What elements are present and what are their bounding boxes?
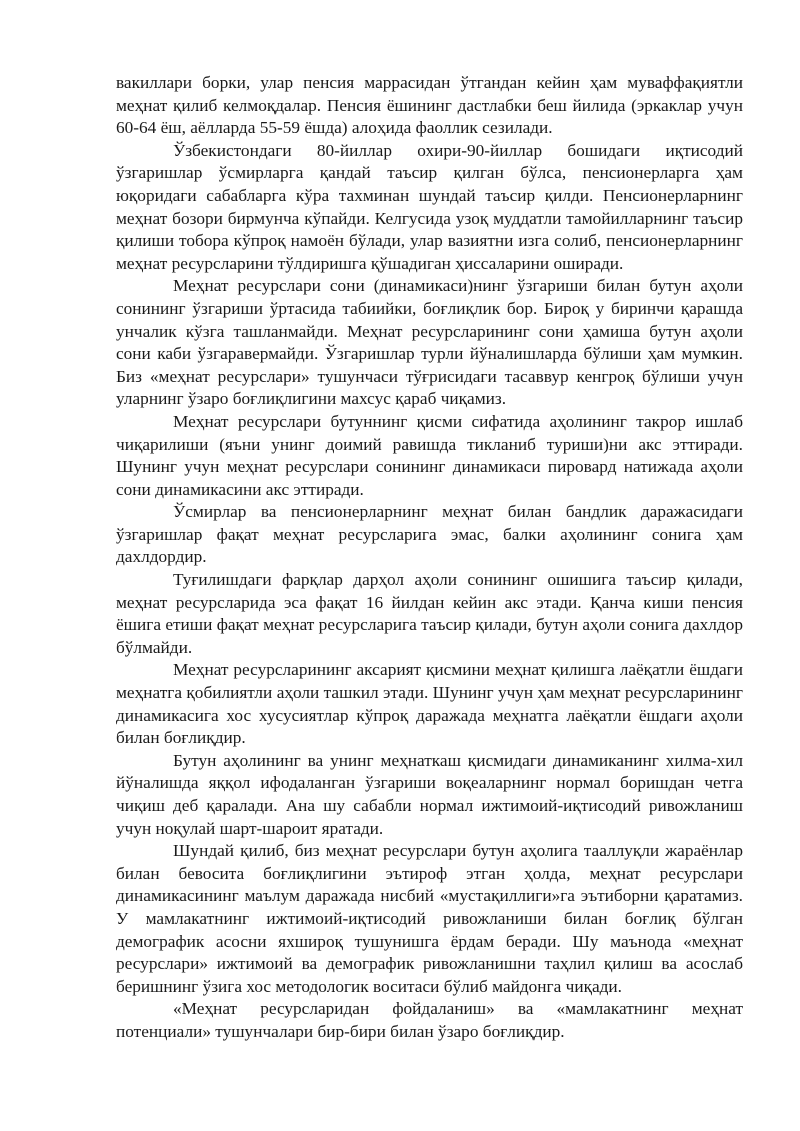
paragraph: Меҳнат ресурслари бутуннинг қисми сифатида аҳолининг такрор ишлаб чиқарилиши (яъни унинг доимий равишда тикланиб туриши)ни акс эттиради. Шунинг учун меҳнат ресурслари сонининг динамикаси пировард натижада аҳоли сони динамикасини акс эттиради. [116, 411, 743, 499]
paragraph-continuation: вакиллари борки, улар пенсия маррасидан ўтгандан кейин ҳам муваффақиятли меҳнат қилиб келмоқдалар. Пенсия ёшининг дастлабки беш йилида (эркаклар учун 60-64 ёш, аёлларда 55-59 ёшда) алоҳида фаоллик сезилади. [116, 73, 743, 138]
paragraph: Ўзбекистондаги 80-йиллар охири-90-йиллар бошидаги иқтисодий ўзгаришлар ўсмирларга қандай таъсир қилган бўлса, пенсионерларга ҳам юқоридаги сабабларга кўра тахминан шундай таъсир қилди. Пенсионерларнинг меҳнат бозори бирмунча кўпайди. Келгусида узоқ муддатли тамойилларнинг таъсир қилиши тобора кўпроқ намоён бўлади, улар вазиятни изга солиб, пенсионерларнинг меҳнат ресурсларини тўлдиришга қўшадиган ҳиссаларини оширади. [116, 140, 743, 273]
paragraph: Шундай қилиб, биз меҳнат ресурслари бутун аҳолига тааллуқли жараёнлар билан бевосита боғлиқлигини эътироф этган ҳолда, меҳнат ресурслари динамикасининг маълум даражада нисбий «мустақиллиги»га эътиборни қаратамиз. У мамлакатнинг ижтимоий-иқтисодий ривожланиши билан боғлиқ бўлган демографик асосни яхшироқ тушунишга ёрдам беради. Шу маънода «меҳнат ресурслари» ижтимоий ва демографик ривожланишни таҳлил қилиш ва асослаб беришнинг ўзига хос методологик воситаси бўлиб майдонга чиқади. [116, 841, 743, 996]
paragraph: Туғилишдаги фарқлар дарҳол аҳоли сонининг ошишига таъсир қилади, меҳнат ресурсларида эса фақат 16 йилдан кейин акс этади. Қанча киши пенсия ёшига етиши фақат меҳнат ресурсларига таъсир қилади, бутун аҳоли сонига дахлдор бўлмайди. [116, 570, 743, 657]
document-page [116, 72, 743, 1044]
paragraph: Бутун аҳолининг ва унинг меҳнаткаш қисмидаги динамиканинг хилма-хил йўналишда яққол ифодаланган ўзгариши воқеаларнинг нормал боришдан четга чиқиш деб қаралади. Ана шу сабабли нормал ижтимоий-иқтисодий ривожланиш учун ноқулай шарт-шароит яратади. [116, 750, 743, 838]
paragraph: «Меҳнат ресурсларидан фойдаланиш» ва «мамлакатнинг меҳнат потенциали» тушунчалари бир-бири билан ўзаро боғлиқдир. [116, 999, 743, 1041]
paragraph: Меҳнат ресурслари сони (динамикаси)нинг ўзгариши билан бутун аҳоли сонининг ўзгариши ўртасида табиийки, боғлиқлик бор. Бироқ у биринчи қарашда унчалик кўзга ташланмайди. Меҳнат ресурсларининг сони ҳамиша бутун аҳоли сони каби ўзгаравермайди. Ўзгаришлар турли йўналишларда бўлиши ҳам мумкин. Биз «меҳнат ресурслари» тушунчаси тўғрисидаги тасаввур кенгроқ бўлиши учун уларнинг ўзаро боғлиқлигини махсус қараб чиқамиз. [116, 276, 743, 409]
paragraph: Ўсмирлар ва пенсионерларнинг меҳнат билан бандлик даражасидаги ўзгаришлар фақат меҳнат ресурсларига эмас, балки аҳолининг сонига ҳам дахлдордир. [116, 502, 743, 567]
paragraph: Меҳнат ресурсларининг аксарият қисмини меҳнат қилишга лаёқатли ёшдаги меҳнатга қобилиятли аҳоли ташкил этади. Шунинг учун ҳам меҳнат ресурсларининг динамикасига хос хусусиятлар кўпроқ даражада меҳнатга лаёқатли ёшдаги аҳоли билан боғлиқдир. [116, 660, 743, 748]
